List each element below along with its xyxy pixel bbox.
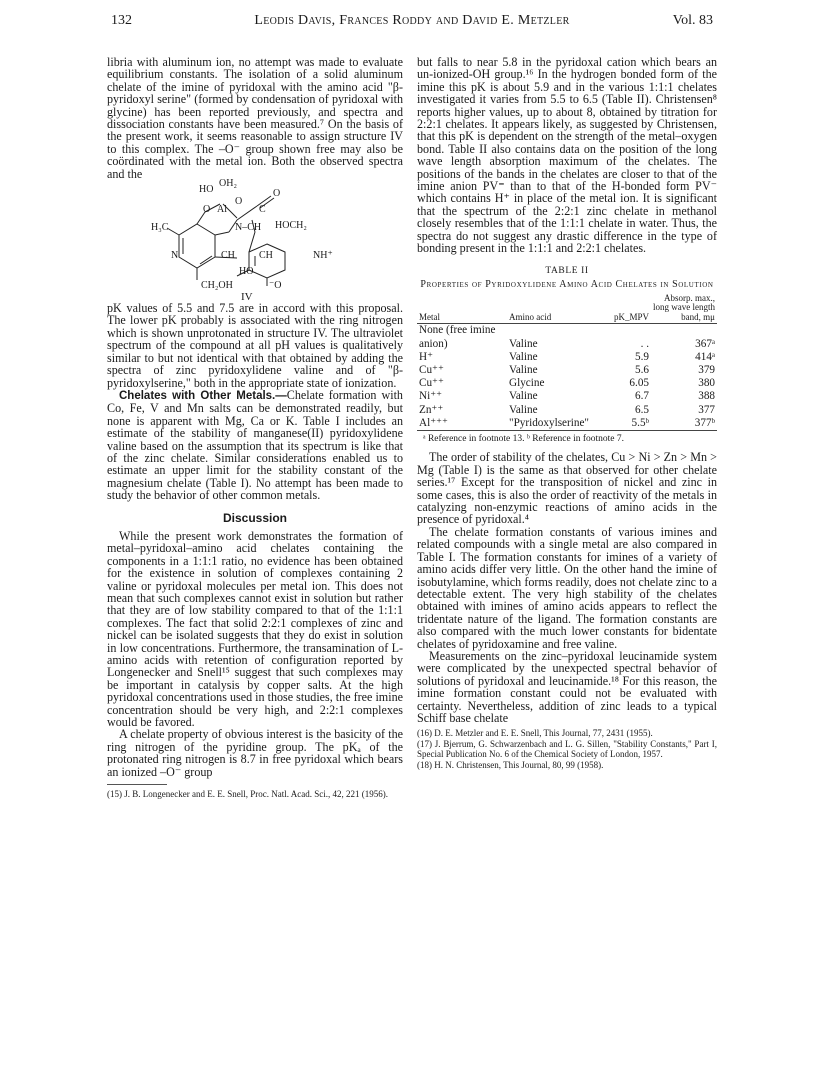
paragraph-text: Chelate formation with Co, Fe, V and Mn salts can be demonstrated readily, but none is apparent with Mg, Ca or K. Table I includes an estimate of the stability of manganese(II) pyridoxylidene valine based on the assumption that its spectrum is like that of the zinc chelate. Similar considerations enabled us to estimate an upper limit for the stability constant of the magnesium chelate (Table I). No attempt has been made to study the behavior of other common metals. bbox=[107, 387, 403, 503]
table-cell: Ni⁺⁺ bbox=[419, 390, 442, 403]
table-header: Metal bbox=[417, 293, 507, 324]
table-cell: 377 bbox=[698, 403, 715, 416]
table-cell bbox=[609, 324, 651, 338]
table-cell: 5.6 bbox=[635, 364, 649, 377]
paragraph: libria with aluminum ion, no attempt was made to evaluate equilibrium constants. The isolation of a solid aluminum chelate of the imine of pyridoxal with the amino acid "β-pyridoxyl serine" (formed by condensation of pyridoxal with glycine) has been reported previously, and spectra and dissociation constants have been measured.⁷ On the basis of the present work, it seems reasonable to assign structure IV to this complex. The –O⁻ group shown free may also be coördinated with the metal ion. Both the observed spectra and the bbox=[107, 55, 403, 181]
table-title: Properties of Pyridoxylidene Amino Acid Chelates in Solution bbox=[420, 278, 714, 290]
table-cell bbox=[651, 324, 717, 338]
table-cell: 367ᵃ bbox=[695, 337, 715, 350]
table-ii bbox=[417, 293, 717, 431]
table-cell: 414ᵃ bbox=[695, 350, 715, 363]
table-cell: Valine bbox=[509, 337, 538, 350]
table-cell: Cu⁺⁺ bbox=[419, 364, 444, 377]
table-header: Absorp. max., long wave length band, mμ bbox=[653, 292, 715, 322]
table-cell: 388 bbox=[698, 390, 715, 403]
struct-label: CH₂OH bbox=[201, 280, 233, 292]
struct-label: HO bbox=[199, 184, 214, 196]
struct-label: O bbox=[273, 188, 281, 200]
inline-heading: Chelates with Other Metals.— bbox=[119, 389, 287, 402]
table-cell: "Pyridoxylserine" bbox=[507, 417, 609, 431]
struct-label: CH bbox=[221, 250, 235, 262]
table-cell: 6.5 bbox=[635, 403, 649, 416]
table-footnote: ᵃ Reference in footnote 13. ᵇ Reference in footnote 7. bbox=[423, 434, 625, 445]
table-cell: . . bbox=[640, 337, 649, 350]
table-cell: Zn⁺⁺ bbox=[419, 403, 444, 416]
table-cell: Cu⁺⁺ bbox=[419, 377, 444, 390]
header-volume: Vol. 83 bbox=[672, 13, 713, 28]
header-authors: Leodis Davis, Frances Roddy and David E. Metzler bbox=[254, 13, 570, 28]
table-cell: None (free imine bbox=[419, 324, 496, 337]
table-row bbox=[417, 364, 717, 377]
table-row bbox=[417, 417, 717, 431]
paragraph: The order of stability of the chelates, Cu > Ni > Zn > Mn > Mg (Table I) is the same as that observed for other chelate series.¹⁷ Except for the transposition of nickel and zinc in some cases, this is also the order of reactivity of the metals in catalyzing non-enzymic reactions of amino acids in the presence of pyridoxal.⁴ bbox=[417, 450, 717, 527]
paragraph: but falls to near 5.8 in the pyridoxal cation which bears an un-ionized-OH group.¹⁶ In the hydrogen bonded form of the imine this pK is about 5.9 and in the various 1:1:1 chelates investigated it varies from 5.5 to 6.5 (Table II). Christensen⁸ reports higher values, up to about 8, obtained by titration for 2:2:1 chelates. It appears likely, as suggested by Christensen, that this pK is dependent on the strength of the metal–oxygen bond. Table II also contains data on the position of the long wave length absorption maximum of the chelates. The positions of the bands in the chelates are closer to that of the imine anion PV⁼ than to that of the H-bonded form PV⁻ which contains H⁺ in place of the metal ion. It is significant that the spectrum of the 2:2:1 zinc chelate in methanol closely resembles that of the 1:1:1 chelate in water. Thus, the spectra do not suggest any drastic difference in the type of bonding present in the 1:1:1 and 2:2:1 chelates. bbox=[417, 55, 717, 256]
table-cell bbox=[507, 324, 609, 338]
table-cell: Valine bbox=[509, 364, 538, 377]
table-cell: Valine bbox=[509, 390, 538, 403]
struct-label: ⁻O bbox=[269, 280, 282, 292]
paragraph: A chelate property of obvious interest is the basicity of the ring nitrogen of the pyridine group. The pKₐ of the protonated ring nitrogen is 8.7 in free pyridoxal which bears an ionized –O⁻ group bbox=[107, 727, 403, 779]
struct-label: OH₂ bbox=[219, 178, 237, 190]
table-cell: 379 bbox=[698, 364, 715, 377]
table-cell: Valine bbox=[509, 350, 538, 363]
page-number: 132 bbox=[111, 13, 132, 28]
paragraph: The chelate formation constants of various imines and related compounds with a single metal are also compared in Table I. The formation constants for imines of a variety of amino acids differ very little. On the other hand the imine of isobutylamine, which forms readily, does not chelate zinc to a detectable extent. The very high stability of the chelates obtained with imines of amino acids appears to reflect the tridentate nature of the ligand. The formation constants are also compared with the much lower constants for bidentate chelates of pyridoxamine and free valine. bbox=[417, 524, 717, 651]
table-cell: Valine bbox=[509, 403, 538, 416]
struct-label: C bbox=[259, 204, 266, 216]
table-header: pK_MPV bbox=[609, 293, 651, 324]
footnote: (16) D. E. Metzler and E. E. Snell, This Journal, 77, 2431 (1955). bbox=[417, 728, 653, 739]
structure-drawing bbox=[107, 180, 403, 302]
table-cell: 5.5ᵇ bbox=[609, 417, 651, 431]
table-cell: H⁺ bbox=[419, 350, 433, 363]
right-column bbox=[417, 56, 717, 770]
footnote: (17) J. Bjerrum, G. Schwarzenbach and L. G. Sillen, "Stability Constants," Part I, Special Publication No. 6 of the Chemical Society of London, 1957. bbox=[417, 738, 717, 760]
table-cell: 5.9 bbox=[635, 350, 649, 363]
table-row bbox=[417, 390, 717, 403]
struct-label: NH⁺ bbox=[313, 250, 333, 262]
table-row bbox=[417, 351, 717, 364]
table-cell: 377ᵇ bbox=[651, 417, 717, 431]
table-row bbox=[417, 404, 717, 417]
struct-label: O bbox=[203, 204, 211, 216]
paragraph: While the present work demonstrates the formation of metal–pyridoxal–amino acid chelates containing the components in a 1:1:1 ratio, no evidence has been obtained for the existence in solution of complexes containing 2 valine or pyridoxal molecules per metal ion. This does not mean that such complexes cannot exist in solution but rather that they are of low stability compared to that of the 1:1:1 complexes. The fact that solid 2:2:1 complexes of zinc and nickel can be isolated suggests that they do exist in solution in low concentrations. Furthermore, the transamination of L-amino acids with retention of configuration reported by Longenecker and Snell¹⁵ suggest that such complexes may be important in catalysis by copper salts. At the high pyridoxal concentrations used in those studies, the free imine concentration should be very high, and 2:2:1 complexes would be favored. bbox=[107, 528, 403, 730]
left-column bbox=[107, 56, 403, 800]
table-row bbox=[417, 338, 717, 351]
table-row bbox=[417, 324, 717, 338]
table-cell: 380 bbox=[698, 377, 715, 390]
struct-label: CH bbox=[259, 250, 273, 262]
struct-label: Al bbox=[217, 204, 227, 216]
footnote-rule bbox=[107, 784, 167, 785]
table-cell: Al⁺⁺⁺ bbox=[417, 417, 507, 431]
struct-label: N–CH bbox=[235, 222, 262, 234]
table-row bbox=[417, 377, 717, 390]
structure-numeral: IV bbox=[241, 291, 253, 304]
struct-label: O bbox=[235, 196, 243, 208]
struct-label: HO bbox=[239, 266, 254, 278]
table-header: Amino acid bbox=[507, 293, 609, 324]
table-cell: anion) bbox=[419, 337, 448, 350]
struct-label: HOCH₂ bbox=[275, 220, 307, 232]
footnote: (15) J. B. Longenecker and E. E. Snell, Proc. Natl. Acad. Sci., 42, 221 (1956). bbox=[107, 789, 388, 800]
struct-label: N bbox=[171, 250, 179, 262]
paragraph: Measurements on the zinc–pyridoxal leucinamide system were complicated by the unexpected spectral behavior of solutions of pyridoxal and leucinamide.¹⁸ For this reason, the imine formation constant could not be evaluated with certainty. Nevertheless, addition of zinc leads to a typical Schiff base chelate bbox=[417, 648, 717, 725]
running-header bbox=[111, 13, 713, 31]
paragraph: pK values of 5.5 and 7.5 are in accord with this proposal. The lower pK probably is associated with the ring nitrogen which is shown unprotonated in structure IV. The ultraviolet spectrum of the compound at all pH values is qualitatively similar to but not identical with that obtained by adding the spectra of zinc pyridoxylidene valine and of "β-pyridoxylserine," both in the appropriate state of ionization. bbox=[107, 301, 403, 390]
table-cell: 6.7 bbox=[635, 390, 649, 403]
table-caption: TABLE II bbox=[545, 265, 589, 276]
section-heading: Discussion bbox=[222, 510, 288, 525]
struct-label: H₃C bbox=[151, 222, 169, 234]
table-cell: Glycine bbox=[509, 377, 545, 390]
structure-iv bbox=[107, 180, 403, 302]
footnote: (18) H. N. Christensen, This Journal, 80, 99 (1958). bbox=[417, 759, 604, 770]
table-cell: 6.05 bbox=[629, 377, 649, 390]
